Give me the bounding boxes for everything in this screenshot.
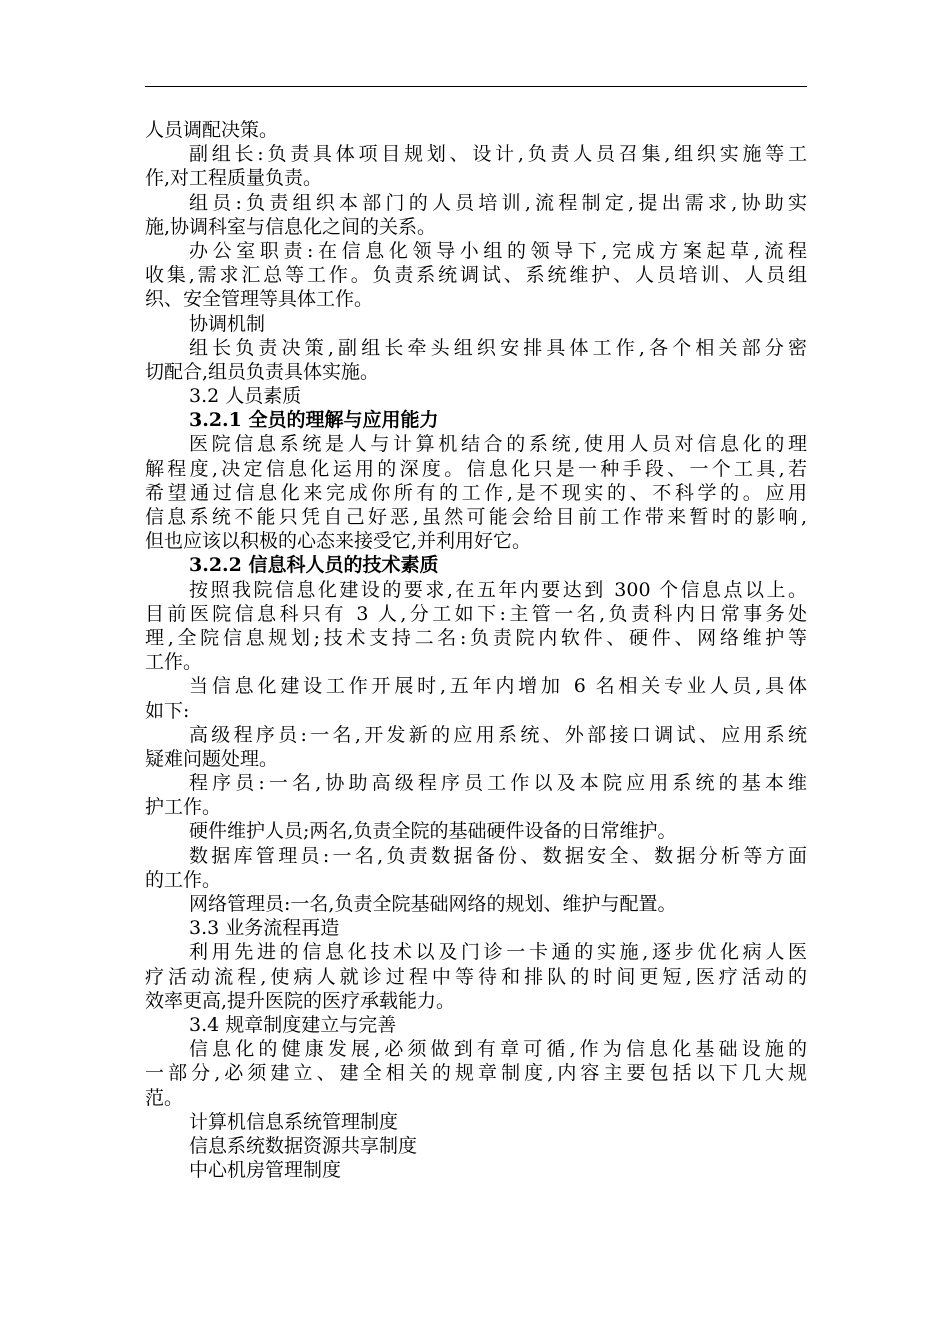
text-line: 按照我院信息化建设的要求,在五年内要达到 300 个信息点以上。 (189, 578, 807, 601)
text-line: 理,全院信息规划;技术支持二名:负责院内软件、硬件、网络维护等 (145, 626, 807, 649)
text-line: 一部分,必须建立、建全相关的规章制度,内容主要包括以下几大规 (145, 1062, 807, 1085)
text-line: 高级程序员:一名,开发新的应用系统、外部接口调试、应用系统 (189, 723, 807, 746)
header-rule (145, 86, 807, 87)
text-line: 办公室职责:在信息化领导小组的领导下,完成方案起草,流程 (189, 239, 807, 262)
text-line: 疑难问题处理。 (145, 747, 279, 770)
document-body (145, 118, 807, 1182)
text-line: 3.2 人员素质 (189, 385, 302, 408)
text-line: 3.3 业务流程再造 (189, 917, 340, 940)
text-line: 信息系统不能只凭自己好恶,虽然可能会给目前工作带来暂时的影响, (145, 506, 807, 528)
text-line: 施,协调科室与信息化之间的关系。 (145, 215, 437, 238)
text-line: 织、安全管理等具体工作。 (145, 288, 374, 311)
text-line: 硬件维护人员;两名,负责全院的基础硬件设备的日常维护。 (189, 820, 677, 843)
text-line: 组长负责决策,副组长牵头组织安排具体工作,各个相关部分密 (189, 336, 807, 359)
text-line: 当信息化建设工作开展时,五年内增加 6 名相关专业人员,具体 (189, 675, 807, 698)
section-heading: 3.2.1 全员的理解与应用能力 (189, 409, 439, 432)
text-line: 希望通过信息化来完成你所有的工作,是不现实的、不科学的。应用 (145, 481, 807, 504)
text-line: 解程度,决定信息化运用的深度。信息化只是一种手段、一个工具,若 (145, 457, 807, 480)
text-line: 作,对工程质量负责。 (145, 167, 323, 190)
text-line: 目前医院信息科只有 3 人,分工如下:主管一名,负责科内日常事务处 (145, 602, 807, 625)
text-line: 信息系统数据资源共享制度 (189, 1134, 418, 1157)
text-line: 医院信息系统是人与计算机结合的系统,使用人员对信息化的理 (189, 433, 807, 456)
text-line: 组员:负责组织本部门的人员培训,流程制定,提出需求,协助实 (189, 191, 807, 214)
text-line: 程序员:一名,协助高级程序员工作以及本院应用系统的基本维 (189, 772, 807, 795)
text-line: 副组长:负责具体项目规划、设计,负责人员召集,组织实施等工 (189, 143, 807, 166)
text-line: 护工作。 (145, 796, 222, 819)
text-line: 数据库管理员:一名,负责数据备份、数据安全、数据分析等方面 (189, 844, 807, 867)
text-line: 的工作。 (145, 868, 222, 891)
text-line: 切配合,组员负责具体实施。 (145, 360, 380, 383)
text-line: 网络管理员:一名,负责全院基础网络的规划、维护与配置。 (189, 893, 677, 915)
text-line: 利用先进的信息化技术以及门诊一卡通的实施,逐步优化病人医 (189, 941, 807, 964)
text-line: 中心机房管理制度 (189, 1159, 342, 1182)
text-line: 3.4 规章制度建立与完善 (189, 1013, 397, 1036)
section-heading: 3.2.2 信息科人员的技术素质 (189, 554, 439, 577)
text-line: 协调机制 (189, 312, 266, 335)
text-line: 收集,需求汇总等工作。负责系统调试、系统维护、人员培训、人员组 (145, 264, 807, 287)
text-line: 如下: (145, 699, 190, 722)
text-line: 疗活动流程,使病人就诊过程中等待和排队的时间更短,医疗活动的 (145, 965, 807, 988)
text-line: 信息化的健康发展,必须做到有章可循,作为信息化基础设施的 (189, 1038, 807, 1061)
text-line: 但也应该以积极的心态来接受它,并利用好它。 (145, 530, 532, 553)
text-line: 范。 (145, 1086, 184, 1109)
text-line: 工作。 (145, 651, 203, 674)
text-line: 效率更高,提升医院的医疗承载能力。 (145, 989, 456, 1012)
text-line: 人员调配决策。 (145, 119, 279, 141)
text-line: 计算机信息系统管理制度 (189, 1110, 399, 1133)
